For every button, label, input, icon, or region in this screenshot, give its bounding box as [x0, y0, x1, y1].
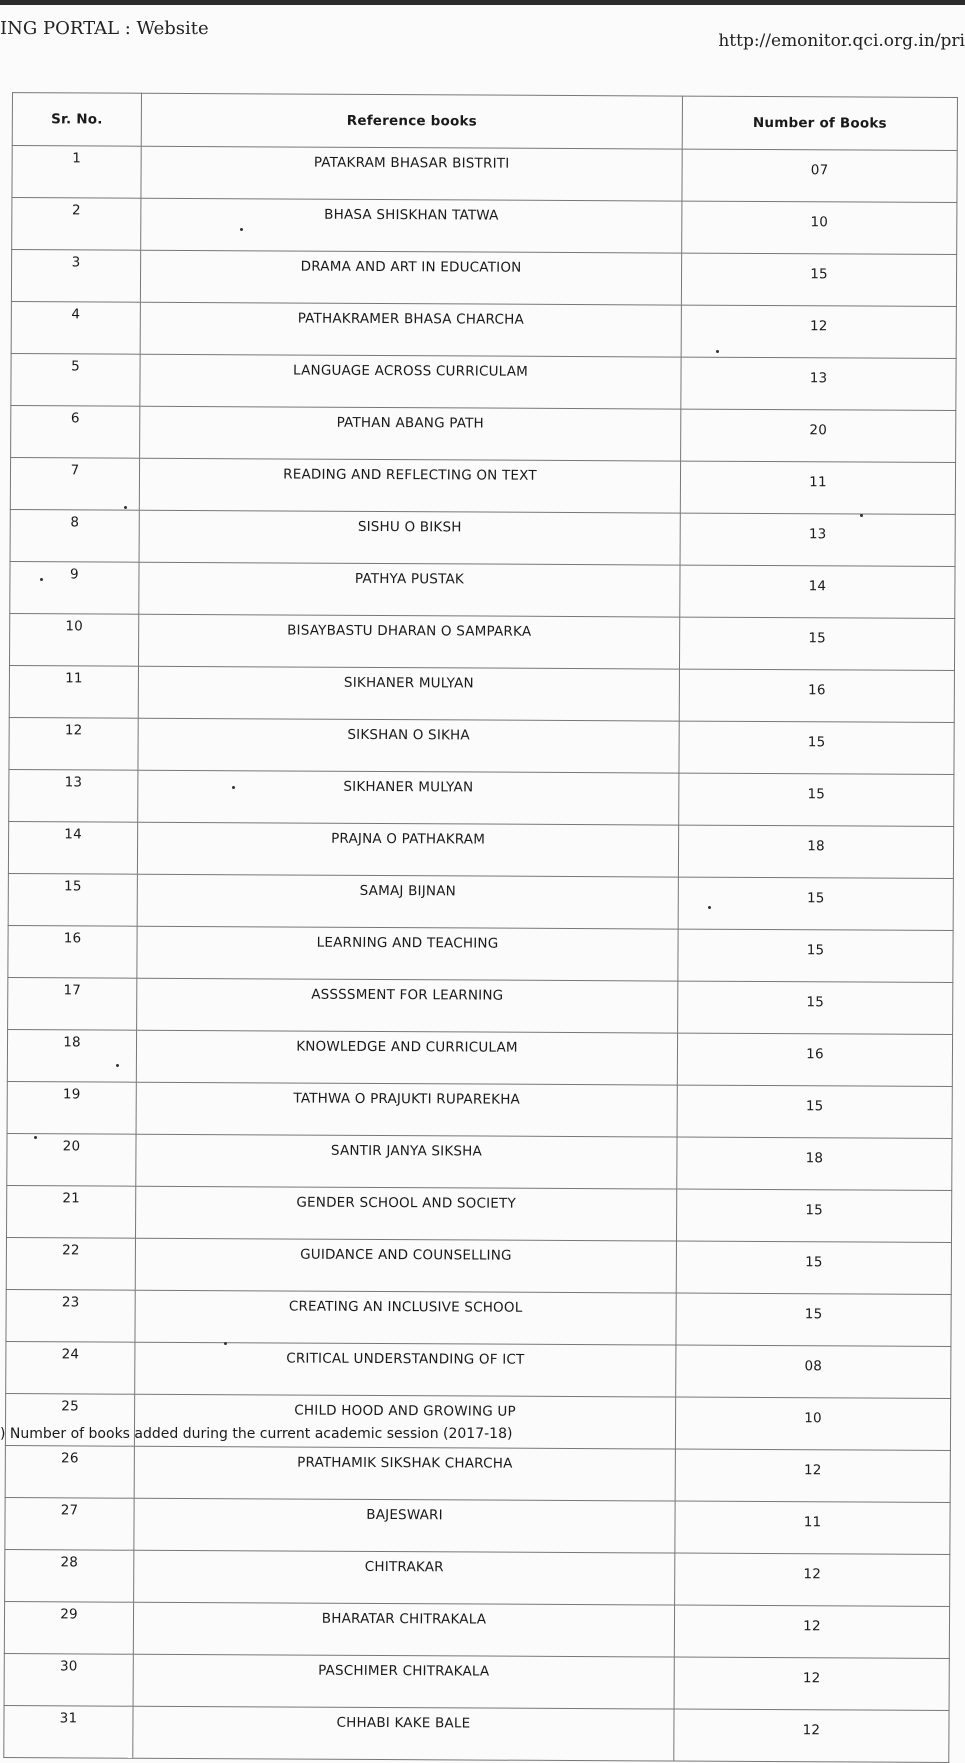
table-row — [6, 1342, 951, 1399]
cell-reference-book: SIKHANER MULYAN — [138, 666, 679, 721]
table-row — [9, 614, 954, 671]
cell-reference-book: KNOWLEDGE AND CURRICULAM — [136, 1030, 677, 1085]
cell-sr-no: 28 — [5, 1550, 134, 1603]
table-row — [9, 666, 954, 723]
cell-sr-no: 1 — [12, 146, 141, 199]
cell-reference-book: ASSSSMENT FOR LEARNING — [137, 978, 678, 1033]
scan-speck — [124, 506, 127, 509]
table-row — [7, 1134, 952, 1191]
cell-sr-no: 5 — [11, 354, 140, 407]
cell-number-of-books: 07 — [682, 149, 957, 202]
table-row — [8, 978, 953, 1035]
cell-sr-no: 22 — [6, 1238, 135, 1291]
cell-reference-book: LANGUAGE ACROSS CURRICULAM — [140, 354, 681, 409]
cell-reference-book: TATHWA O PRAJUKTI RUPAREKHA — [136, 1082, 677, 1137]
table-row — [7, 1082, 952, 1139]
scan-speck — [224, 1342, 227, 1345]
reference-books-table-wrapper — [0, 92, 957, 1763]
table-row — [4, 1706, 949, 1763]
cell-sr-no: 18 — [7, 1030, 136, 1083]
table-row — [12, 146, 957, 203]
cell-reference-book: SIKHANER MULYAN — [138, 770, 679, 825]
cell-number-of-books: 12 — [675, 1553, 950, 1606]
cell-reference-book: CRITICAL UNDERSTANDING OF ICT — [135, 1342, 676, 1397]
cell-number-of-books: 18 — [678, 825, 953, 878]
cell-reference-book: SANTIR JANYA SIKSHA — [136, 1134, 677, 1189]
cell-reference-book: PRATHAMIK SIKSHAK CHARCHA — [134, 1446, 675, 1501]
cell-reference-book: GUIDANCE AND COUNSELLING — [135, 1238, 676, 1293]
cell-sr-no: 3 — [11, 250, 140, 303]
cell-reference-book: CHITRAKAR — [134, 1550, 675, 1605]
table-row — [11, 354, 956, 411]
cell-reference-book: PASCHIMER CHITRAKALA — [133, 1654, 674, 1709]
table-row — [9, 718, 954, 775]
table-row — [11, 406, 956, 463]
cell-number-of-books: 16 — [677, 1033, 952, 1086]
cell-number-of-books: 08 — [676, 1345, 951, 1398]
cell-reference-book: BISAYBASTU DHARAN O SAMPARKA — [138, 614, 679, 669]
cell-number-of-books: 12 — [675, 1449, 950, 1502]
table-row — [6, 1290, 951, 1347]
cell-reference-book: READING AND REFLECTING ON TEXT — [139, 458, 680, 513]
cell-number-of-books: 13 — [680, 513, 955, 566]
cell-reference-book: GENDER SCHOOL AND SOCIETY — [136, 1186, 677, 1241]
reference-books-table — [3, 92, 958, 1763]
cell-reference-book: BHASA SHISKHAN TATWA — [141, 198, 682, 253]
table-row — [12, 198, 957, 255]
cell-sr-no: 21 — [7, 1186, 136, 1239]
table-row — [5, 1550, 950, 1607]
scan-speck — [716, 350, 719, 353]
cell-sr-no: 8 — [10, 510, 139, 563]
cell-number-of-books: 10 — [675, 1397, 950, 1450]
table-row — [4, 1654, 949, 1711]
cell-sr-no: 12 — [9, 718, 138, 771]
cell-sr-no: 29 — [4, 1602, 133, 1655]
cell-reference-book: PATHAN ABANG PATH — [140, 406, 681, 461]
cell-sr-no: 26 — [5, 1446, 134, 1499]
cell-reference-book: DRAMA AND ART IN EDUCATION — [140, 250, 681, 305]
scan-speck — [34, 1136, 37, 1139]
cell-number-of-books: 18 — [677, 1137, 952, 1190]
table-row — [11, 302, 956, 359]
cell-number-of-books: 12 — [674, 1605, 949, 1658]
cell-sr-no: 17 — [8, 978, 137, 1031]
cell-sr-no: 9 — [10, 562, 139, 615]
scan-speck — [40, 578, 43, 581]
portal-header-url: http://emonitor.qci.org.in/pri — [718, 31, 965, 51]
table-row — [9, 770, 954, 827]
table-row — [8, 926, 953, 983]
header-reference-books: Reference books — [141, 93, 682, 149]
scan-top-edge — [0, 0, 965, 5]
cell-reference-book: PATHYA PUSTAK — [139, 562, 680, 617]
cell-number-of-books: 12 — [674, 1709, 949, 1762]
cell-number-of-books: 15 — [678, 877, 953, 930]
cell-sr-no: 14 — [8, 822, 137, 875]
scan-speck — [116, 1064, 119, 1067]
footer-note: ) Number of books added during the current academic session (2017-18) — [0, 1426, 513, 1442]
table-header-row — [12, 93, 957, 151]
table-row — [10, 510, 955, 567]
cell-sr-no: 4 — [11, 302, 140, 355]
cell-sr-no: 15 — [8, 874, 137, 927]
scan-speck — [232, 786, 235, 789]
cell-number-of-books: 15 — [677, 1085, 952, 1138]
cell-number-of-books: 15 — [678, 981, 953, 1034]
cell-sr-no: 7 — [10, 458, 139, 511]
cell-number-of-books: 15 — [679, 721, 954, 774]
cell-reference-book: CHILD HOOD AND GROWING UP — [134, 1394, 675, 1449]
cell-number-of-books: 15 — [678, 929, 953, 982]
cell-number-of-books: 15 — [676, 1241, 951, 1294]
cell-sr-no: 25 — [5, 1394, 134, 1447]
cell-number-of-books: 15 — [676, 1293, 951, 1346]
cell-number-of-books: 13 — [681, 357, 956, 410]
cell-reference-book: CREATING AN INCLUSIVE SCHOOL — [135, 1290, 676, 1345]
cell-reference-book: LEARNING AND TEACHING — [137, 926, 678, 981]
cell-sr-no: 13 — [9, 770, 138, 823]
table-row — [11, 250, 956, 307]
table-row — [10, 458, 955, 515]
cell-reference-book: CHHABI KAKE BALE — [133, 1706, 674, 1761]
cell-reference-book: PATAKRAM BHASAR BISTRITI — [141, 146, 682, 201]
cell-number-of-books: 15 — [676, 1189, 951, 1242]
cell-sr-no: 11 — [9, 666, 138, 719]
cell-sr-no: 30 — [4, 1654, 133, 1707]
cell-sr-no: 2 — [12, 198, 141, 251]
cell-sr-no: 31 — [4, 1706, 133, 1759]
cell-number-of-books: 12 — [674, 1657, 949, 1710]
cell-reference-book: BAJESWARI — [134, 1498, 675, 1553]
portal-header-title: ING PORTAL : Website — [0, 18, 209, 39]
cell-reference-book: PRAJNA O PATHAKRAM — [137, 822, 678, 877]
cell-number-of-books: 20 — [681, 409, 956, 462]
header-number-of-books: Number of Books — [682, 96, 957, 150]
cell-sr-no: 23 — [6, 1290, 135, 1343]
cell-sr-no: 27 — [5, 1498, 134, 1551]
cell-sr-no: 19 — [7, 1082, 136, 1135]
cell-number-of-books: 11 — [680, 461, 955, 514]
cell-number-of-books: 15 — [679, 617, 954, 670]
cell-number-of-books: 11 — [675, 1501, 950, 1554]
cell-number-of-books: 14 — [680, 565, 955, 618]
table-row — [5, 1446, 950, 1503]
table-row — [10, 562, 955, 619]
table-row — [7, 1030, 952, 1087]
cell-number-of-books: 10 — [682, 201, 957, 254]
table-row — [5, 1498, 950, 1555]
cell-number-of-books: 16 — [679, 669, 954, 722]
table-row — [7, 1186, 952, 1243]
table-row — [8, 822, 953, 879]
cell-number-of-books: 15 — [681, 253, 956, 306]
cell-sr-no: 6 — [11, 406, 140, 459]
cell-reference-book: SIKSHAN O SIKHA — [138, 718, 679, 773]
cell-reference-book: SISHU O BIKSH — [139, 510, 680, 565]
cell-sr-no: 20 — [7, 1134, 136, 1187]
scan-speck — [860, 514, 863, 517]
cell-reference-book: PATHAKRAMER BHASA CHARCHA — [140, 302, 681, 357]
cell-reference-book: BHARATAR CHITRAKALA — [133, 1602, 674, 1657]
cell-reference-book: SAMAJ BIJNAN — [137, 874, 678, 929]
scan-speck — [240, 228, 243, 231]
cell-number-of-books: 15 — [679, 773, 954, 826]
table-row — [8, 874, 953, 931]
cell-sr-no: 10 — [9, 614, 138, 667]
cell-number-of-books: 12 — [681, 305, 956, 358]
cell-sr-no: 16 — [8, 926, 137, 979]
table-row — [4, 1602, 949, 1659]
header-sr-no: Sr. No. — [12, 93, 141, 147]
scan-speck — [708, 906, 711, 909]
table-row — [6, 1238, 951, 1295]
cell-sr-no: 24 — [6, 1342, 135, 1395]
